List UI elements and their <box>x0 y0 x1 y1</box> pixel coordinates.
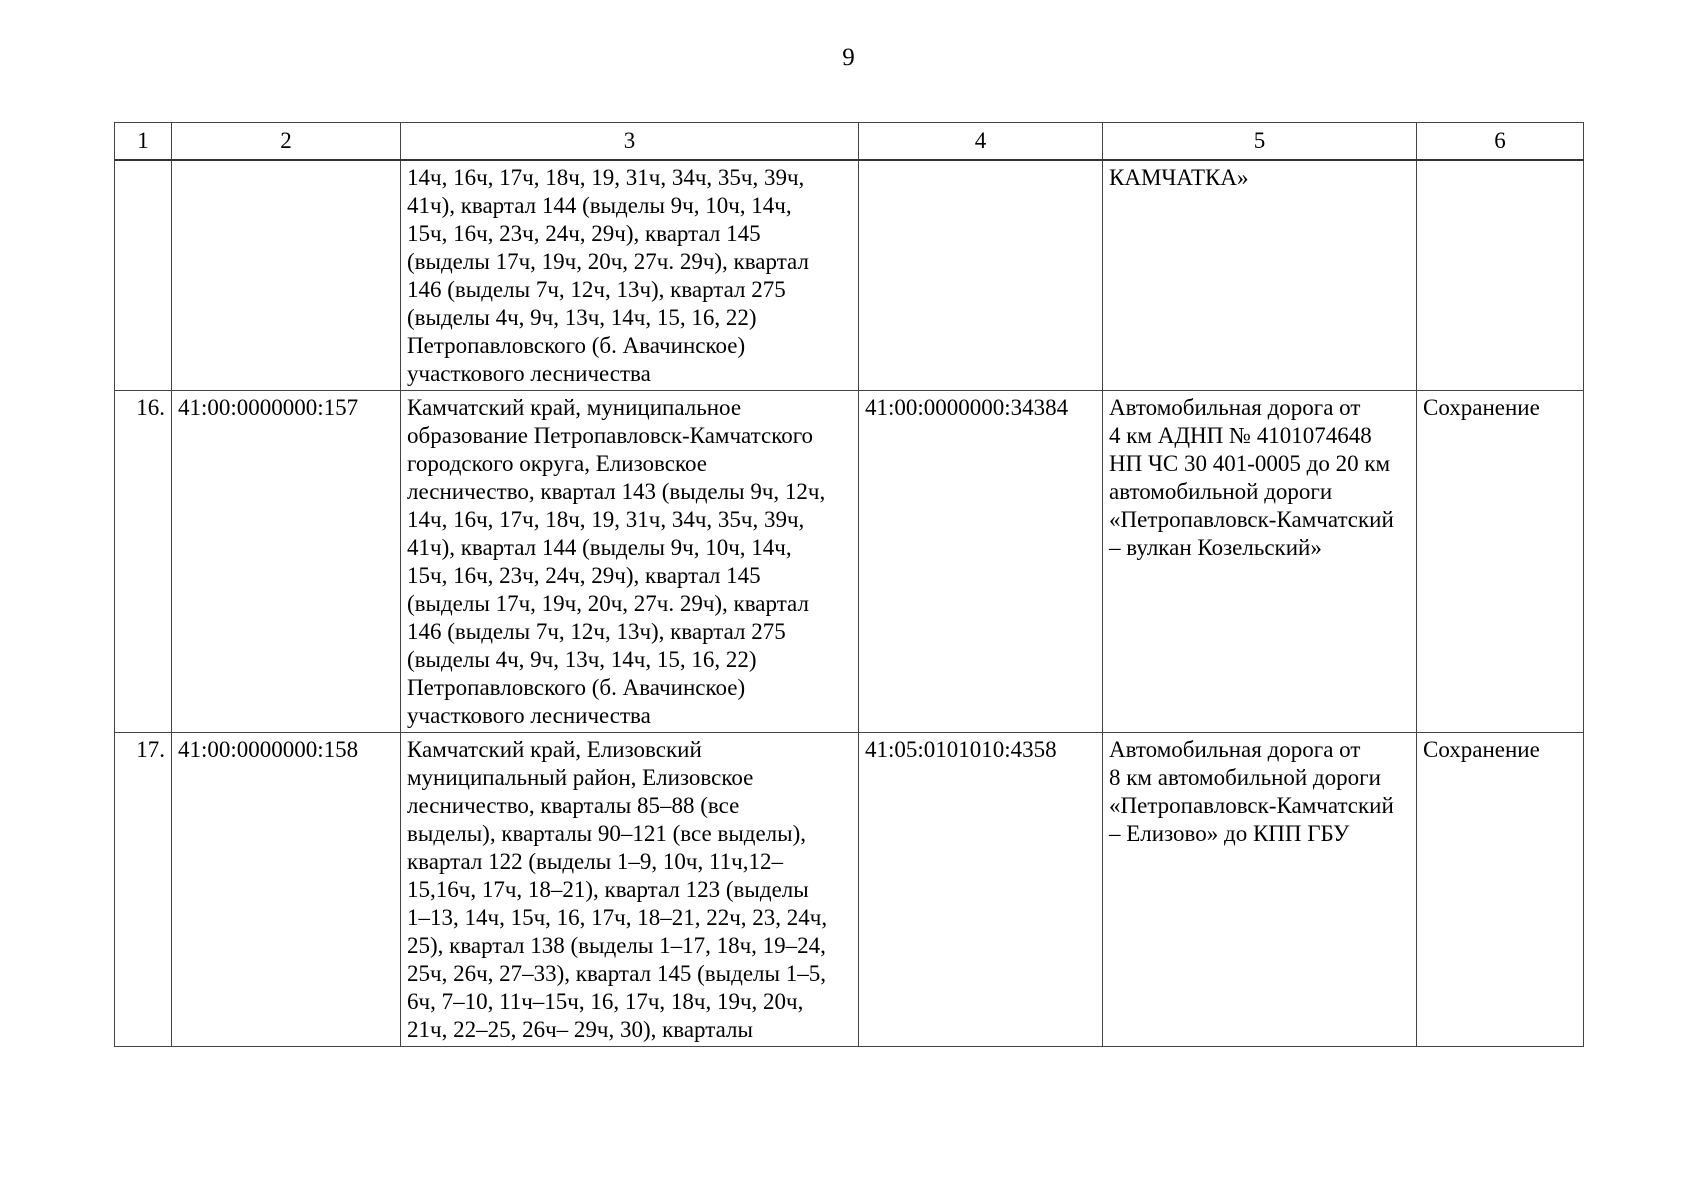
location-text-line: 21ч, 22–25, 26ч– 29ч, 30), кварталы <box>407 1017 753 1042</box>
location-text-line: 14ч, 16ч, 17ч, 18ч, 19, 31ч, 34ч, 35ч, 39ч, <box>407 165 805 190</box>
row-number-cell <box>115 733 172 1047</box>
location-text-line: 25), квартал 138 (выделы 1–17, 18ч, 19–24, <box>407 933 826 958</box>
location-text-line: 14ч, 16ч, 17ч, 18ч, 19, 31ч, 34ч, 35ч, 39ч, <box>407 507 805 532</box>
object-cadastral-cell <box>859 391 1103 733</box>
location-text-line: лесничество, квартал 143 (выделы 9ч, 12ч, <box>407 479 826 504</box>
location-text-line: 6ч, 7–10, 11ч–15ч, 16, 17ч, 18ч, 19ч, 20ч, <box>407 989 804 1014</box>
table-row <box>115 391 1584 733</box>
location-text-line: образование Петропавловск-Камчатского <box>407 423 814 448</box>
object-description-line: КАМЧАТКА» <box>1109 165 1249 190</box>
column-header-1: 1 <box>115 123 172 161</box>
land-plots-table <box>114 122 1584 1047</box>
location-text-line: 25ч, 26ч, 27–33), квартал 145 (выделы 1–5, <box>407 961 826 986</box>
location-text-line: (выделы 17ч, 19ч, 20ч, 27ч. 29ч), квартал <box>407 249 809 274</box>
column-header-5: 5 <box>1103 123 1417 161</box>
location-text-line: 146 (выделы 7ч, 12ч, 13ч), квартал 275 <box>407 277 786 302</box>
column-header-6: 6 <box>1417 123 1584 161</box>
object-description-cell <box>1103 733 1417 1047</box>
cadastral-number: 41:00:0000000:158 <box>178 737 359 762</box>
cadastral-number-cell <box>172 733 401 1047</box>
table-header-row <box>115 123 1584 161</box>
location-text-line: (выделы 17ч, 19ч, 20ч, 27ч. 29ч), квартал <box>407 591 809 616</box>
row-number-cell <box>115 160 172 391</box>
object-cadastral-cell <box>859 733 1103 1047</box>
purpose-cell <box>1417 733 1584 1047</box>
location-text-line: 41ч), квартал 144 (выделы 9ч, 10ч, 14ч, <box>407 535 792 560</box>
object-description-line: Автомобильная дорога от <box>1109 395 1361 420</box>
row-number: 17. <box>136 737 165 762</box>
location-text-line: 15ч, 16ч, 23ч, 24ч, 29ч), квартал 145 <box>407 563 761 588</box>
cadastral-number-cell <box>172 160 401 391</box>
row-number: 16. <box>136 395 165 420</box>
object-description-line: – Елизово» до КПП ГБУ <box>1109 821 1350 846</box>
location-cell <box>401 160 859 391</box>
object-description-cell <box>1103 391 1417 733</box>
location-text-line: (выделы 4ч, 9ч, 13ч, 14ч, 15, 16, 22) <box>407 647 757 672</box>
object-description-line: 4 км АДНП № 4101074648 <box>1109 423 1372 448</box>
purpose-cell <box>1417 160 1584 391</box>
location-text-line: участкового лесничества <box>407 361 651 386</box>
column-header-2: 2 <box>172 123 401 161</box>
table-body <box>115 160 1584 1047</box>
location-text-line: городского округа, Елизовское <box>407 451 707 476</box>
location-text-line: Камчатский край, Елизовский <box>407 737 702 762</box>
object-cadastral-number: 41:05:0101010:4358 <box>865 737 1057 762</box>
purpose-text: Сохранение <box>1423 737 1540 762</box>
location-cell <box>401 733 859 1047</box>
location-text-line: 15ч, 16ч, 23ч, 24ч, 29ч), квартал 145 <box>407 221 761 246</box>
location-text-line: выделы), кварталы 90–121 (все выделы), <box>407 821 807 846</box>
location-text-line: (выделы 4ч, 9ч, 13ч, 14ч, 15, 16, 22) <box>407 305 757 330</box>
location-text-line: Петропавловского (б. Авачинское) <box>407 333 746 358</box>
page-number: 9 <box>842 44 855 71</box>
object-cadastral-cell <box>859 160 1103 391</box>
table-row <box>115 733 1584 1047</box>
location-text-line: Петропавловского (б. Авачинское) <box>407 675 746 700</box>
object-description-line: «Петропавловск-Камчатский <box>1109 793 1394 818</box>
cadastral-number-cell <box>172 391 401 733</box>
location-text-line: 15,16ч, 17ч, 18–21), квартал 123 (выделы <box>407 877 809 902</box>
location-text-line: 146 (выделы 7ч, 12ч, 13ч), квартал 275 <box>407 619 786 644</box>
object-description-line: автомобильной дороги <box>1109 479 1333 504</box>
location-text-line: квартал 122 (выделы 1–9, 10ч, 11ч,12– <box>407 849 783 874</box>
location-text-line: 41ч), квартал 144 (выделы 9ч, 10ч, 14ч, <box>407 193 792 218</box>
object-description-cell <box>1103 160 1417 391</box>
location-text-line: лесничество, кварталы 85–88 (все <box>407 793 740 818</box>
object-cadastral-number: 41:00:0000000:34384 <box>865 395 1069 420</box>
object-description-line: – вулкан Козельский» <box>1109 535 1322 560</box>
location-cell <box>401 391 859 733</box>
purpose-cell <box>1417 391 1584 733</box>
location-text-line: Камчатский край, муниципальное <box>407 395 742 420</box>
location-text-line: муниципальный район, Елизовское <box>407 765 754 790</box>
location-text-line: участкового лесничества <box>407 703 651 728</box>
location-text-line: 1–13, 14ч, 15ч, 16, 17ч, 18–21, 22ч, 23, 24ч, <box>407 905 828 930</box>
object-description-line: Автомобильная дорога от <box>1109 737 1361 762</box>
cadastral-number: 41:00:0000000:157 <box>178 395 359 420</box>
object-description-line: НП ЧС 30 401-0005 до 20 км <box>1109 451 1391 476</box>
object-description-line: 8 км автомобильной дороги <box>1109 765 1381 790</box>
column-header-4: 4 <box>859 123 1103 161</box>
row-number-cell <box>115 391 172 733</box>
table-row <box>115 160 1584 391</box>
object-description-line: «Петропавловск-Камчатский <box>1109 507 1394 532</box>
purpose-text: Сохранение <box>1423 395 1540 420</box>
column-header-3: 3 <box>401 123 859 161</box>
